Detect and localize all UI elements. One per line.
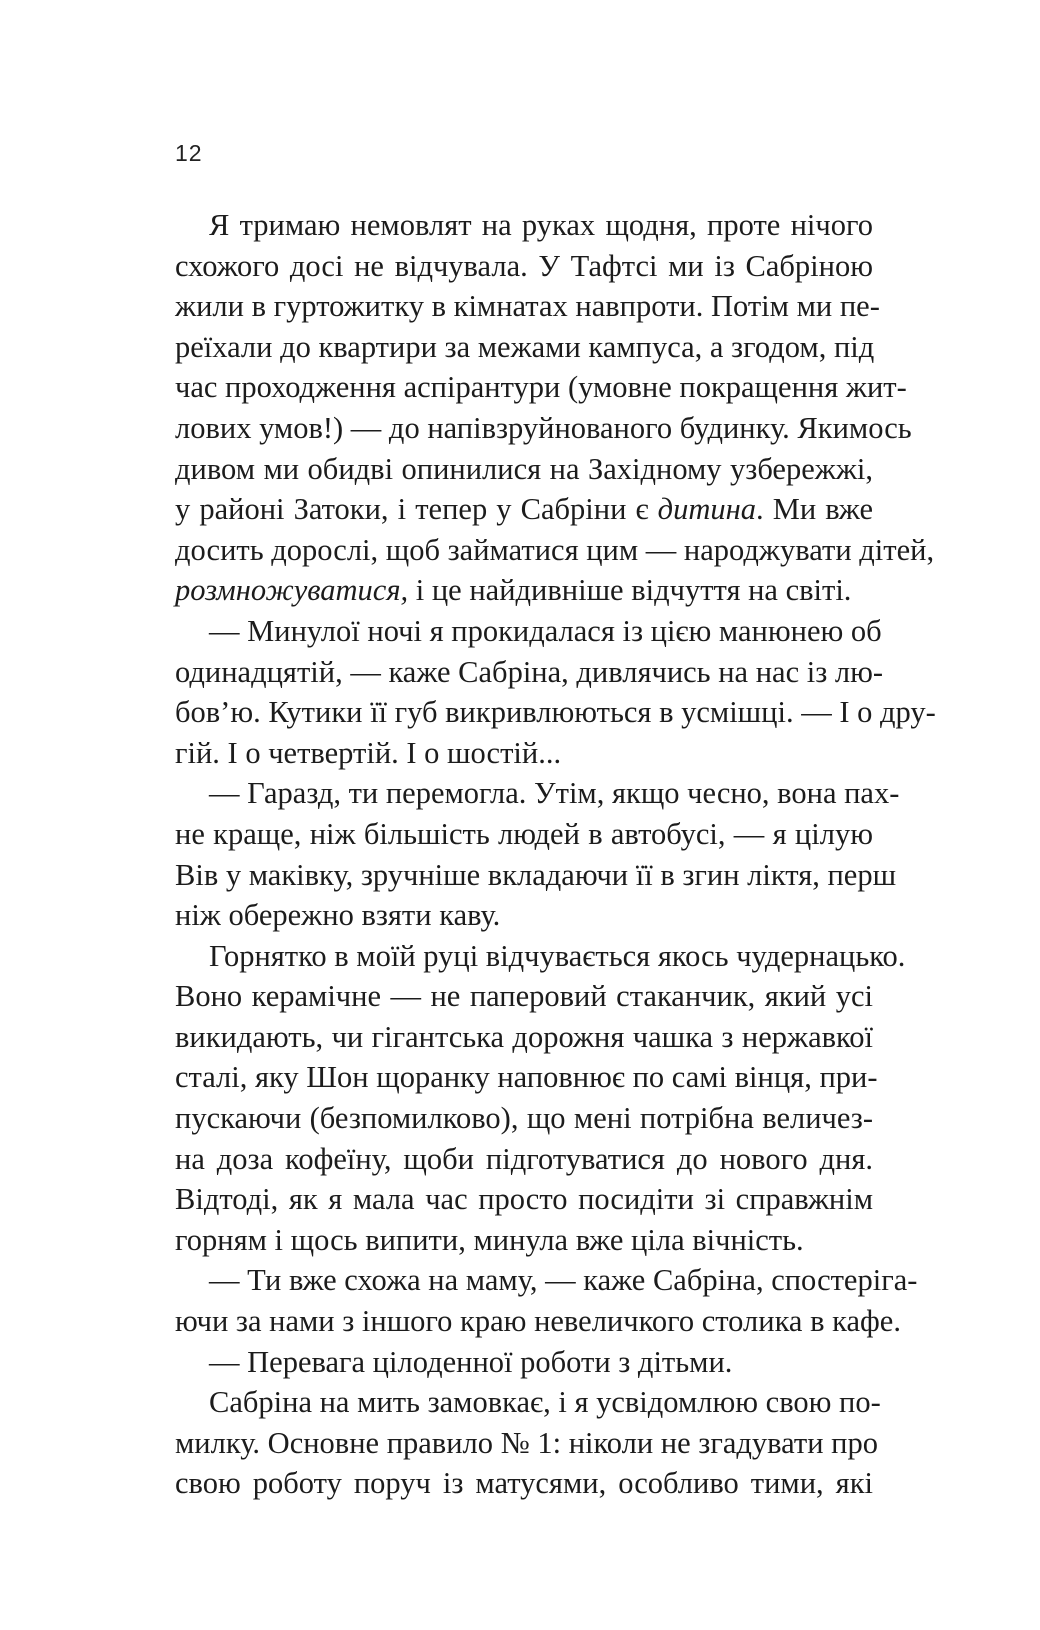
text-segment: на доза кофеїну, щоби підготуватися до нового дня. bbox=[175, 1141, 873, 1176]
text-segment: лових умов!) — до напівзруйнованого будинку. Якимось bbox=[175, 410, 912, 445]
text-line bbox=[175, 1463, 873, 1504]
text-segment: схожого досі не відчувала. У Тафтсі ми із Сабріною bbox=[175, 248, 873, 283]
text-line bbox=[175, 1423, 878, 1464]
text-segment: одинадцятій, — каже Сабріна, дивлячись на нас із лю- bbox=[175, 654, 884, 689]
text-segment: Я тримаю немовлят на руках щодня, проте нічого bbox=[209, 208, 873, 242]
page-number: 12 bbox=[175, 140, 203, 166]
text-segment: милку. Основне правило № 1: ніколи не згадувати про bbox=[175, 1425, 878, 1460]
text-segment: і це найдивніше відчуття на світі. bbox=[408, 573, 852, 608]
text-segment: у районі Затоки, і тепер у Сабріни є bbox=[175, 492, 658, 527]
text-line bbox=[175, 855, 897, 896]
text-segment: реїхали до квартири за межами кампуса, а згодом, під bbox=[175, 329, 875, 364]
text-line bbox=[175, 976, 873, 1017]
text-line bbox=[175, 1098, 873, 1139]
text-segment: бов’ю. Кутики її губ викривлюються в усмішці. — І о дру- bbox=[175, 695, 936, 730]
text-line bbox=[175, 489, 873, 530]
text-segment: жили в гуртожитку в кімнатах навпроти. Потім ми пе- bbox=[175, 289, 880, 324]
text-segment: — Минулої ночі я прокидалася із цією манюнею об bbox=[209, 613, 882, 648]
text-line bbox=[175, 895, 873, 936]
text-segment: Сабріна на мить замовкає, і я усвідомлюю свою по- bbox=[209, 1385, 881, 1420]
text-line bbox=[175, 1139, 873, 1180]
text-segment: досить дорослі, щоб займатися цим — народжувати дітей, bbox=[175, 532, 935, 567]
text-segment: ючи за нами з іншого краю невеличкого столика в кафе. bbox=[175, 1304, 901, 1339]
text-line bbox=[175, 733, 873, 774]
text-segment: Горнятко в моїй руці відчувається якось чудернацько. bbox=[209, 938, 906, 973]
text-line bbox=[175, 408, 912, 449]
text-line bbox=[175, 692, 936, 733]
text-line bbox=[175, 611, 882, 652]
text-segment: ніж обережно взяти каву. bbox=[175, 898, 501, 933]
text-line bbox=[175, 327, 873, 368]
italic-text: розмножуватися, bbox=[175, 573, 409, 608]
text-segment: дивом ми обидві опинилися на Західному узбережжі, bbox=[175, 451, 873, 486]
text-segment: свою роботу поруч із матусями, особливо тими, які bbox=[175, 1466, 873, 1501]
text-line bbox=[175, 286, 880, 327]
text-segment: Воно керамічне — не паперовий стаканчик, який усі bbox=[175, 979, 873, 1014]
text-segment: — Перевага цілоденної роботи з дітьми. bbox=[209, 1344, 733, 1379]
text-segment: Відтоді, як я мала час просто посидіти зі справжнім bbox=[175, 1182, 873, 1217]
body-text bbox=[175, 205, 936, 1504]
text-line bbox=[175, 367, 907, 408]
text-line bbox=[175, 246, 873, 287]
text-line bbox=[175, 1342, 873, 1383]
text-segment: Вів у маківку, зручніше вкладаючи її в згин ліктя, перш bbox=[175, 857, 897, 892]
text-line bbox=[175, 1382, 881, 1423]
text-line bbox=[175, 530, 935, 571]
text-segment: гій. І о четвертій. І о шостій... bbox=[175, 735, 562, 770]
text-line bbox=[175, 814, 873, 855]
text-line bbox=[175, 205, 873, 246]
text-line bbox=[175, 652, 884, 693]
text-line bbox=[175, 936, 906, 977]
text-line bbox=[175, 1220, 873, 1261]
text-segment: сталі, яку Шон щоранку наповнює по самі вінця, при- bbox=[175, 1060, 878, 1095]
text-segment: — Гаразд, ти перемогла. Утім, якщо чесно, вона пах- bbox=[209, 776, 900, 811]
italic-text: дитина bbox=[657, 492, 757, 527]
text-line bbox=[175, 449, 873, 490]
text-segment: . Ми вже bbox=[756, 492, 873, 527]
text-line bbox=[175, 1301, 901, 1342]
text-segment: пускаючи (безпомилково), що мені потрібна величез- bbox=[175, 1101, 873, 1136]
text-segment: горням і щось випити, минула вже ціла вічність. bbox=[175, 1222, 804, 1257]
text-line bbox=[175, 1017, 873, 1058]
text-line bbox=[175, 1260, 918, 1301]
text-line bbox=[175, 1057, 878, 1098]
text-segment: викидають, чи гігантська дорожня чашка з нержавкої bbox=[175, 1019, 873, 1054]
text-segment: не краще, ніж більшість людей в автобусі, — я цілую bbox=[175, 816, 873, 851]
text-segment: час проходження аспірантури (умовне покращення жит- bbox=[175, 370, 907, 405]
text-line bbox=[175, 773, 900, 814]
text-line bbox=[175, 570, 873, 611]
text-segment: — Ти вже схожа на маму, — каже Сабріна, спостеріга- bbox=[209, 1263, 918, 1298]
text-line bbox=[175, 1179, 873, 1220]
